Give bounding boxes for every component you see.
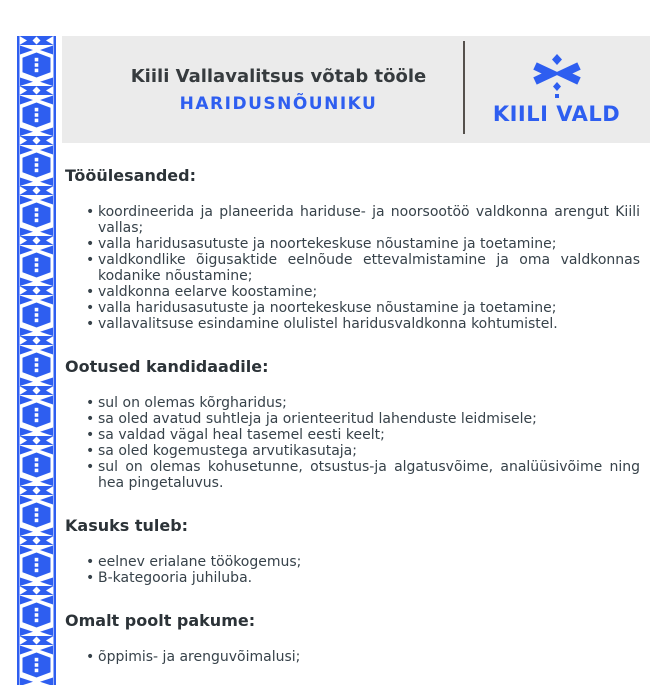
header-title-block bbox=[62, 36, 463, 143]
job-title: HARIDUSNÕUNIKU bbox=[179, 93, 378, 114]
bullet-list bbox=[65, 649, 640, 665]
bullet-list bbox=[65, 554, 640, 586]
list-item: • koordineerida ja planeerida hariduse- ja noorsootöö valdkonna arengut Kiili vallas; bbox=[85, 204, 640, 236]
page-title: Kiili Vallavalitsus võtab tööle bbox=[130, 65, 427, 87]
section-heading: Omalt poolt pakume: bbox=[65, 611, 256, 630]
list-item: • valdkondlike õigusaktide eelnõude ettevalmistamine ja oma valdkonnas kodanike nõustamine; bbox=[85, 252, 640, 284]
job-ad-body bbox=[65, 167, 640, 665]
list-item: • õppimis- ja arenguvõimalusi; bbox=[85, 649, 640, 665]
list-item: • B-kategooria juhiluba. bbox=[85, 570, 640, 586]
section-expectations bbox=[65, 358, 640, 491]
list-item: • sa valdad vägal heal tasemel eesti keelt; bbox=[85, 427, 640, 443]
section-duties bbox=[65, 167, 640, 332]
list-item: • sul on olemas kõrgharidus; bbox=[85, 395, 640, 411]
list-item: • sul on olemas kohusetunne, otsustus-ja algatusvõime, analüüsivõime ning hea pingetaluvus. bbox=[85, 459, 640, 491]
section-heading: Tööülesanded: bbox=[65, 166, 196, 185]
bullet-list bbox=[65, 395, 640, 491]
list-item: • valla haridusasutuste ja noortekeskuse nõustamine ja toetamine; bbox=[85, 300, 640, 316]
list-item: • vallavalitsuse esindamine olulistel haridusvaldkonna kohtumistel. bbox=[85, 316, 640, 332]
header-banner bbox=[62, 36, 650, 143]
bullet-list bbox=[65, 204, 640, 332]
logo-text: KIILI VALD bbox=[492, 102, 621, 126]
list-item: • valla haridusasutuste ja noortekeskuse nõustamine ja toetamine; bbox=[85, 236, 640, 252]
folk-pattern-border bbox=[17, 36, 56, 685]
logo-block bbox=[463, 36, 650, 143]
dragonfly-icon bbox=[526, 53, 588, 99]
section-heading: Kasuks tuleb: bbox=[65, 516, 189, 535]
list-item: • eelnev erialane töökogemus; bbox=[85, 554, 640, 570]
list-item: • valdkonna eelarve koostamine; bbox=[85, 284, 640, 300]
section-advantages bbox=[65, 517, 640, 586]
list-item: • sa oled kogemustega arvutikasutaja; bbox=[85, 443, 640, 459]
section-offer bbox=[65, 612, 640, 665]
section-heading: Ootused kandidaadile: bbox=[65, 357, 269, 376]
list-item: • sa oled avatud suhtleja ja orienteeritud lahenduste leidmisele; bbox=[85, 411, 640, 427]
header-divider bbox=[463, 41, 465, 134]
